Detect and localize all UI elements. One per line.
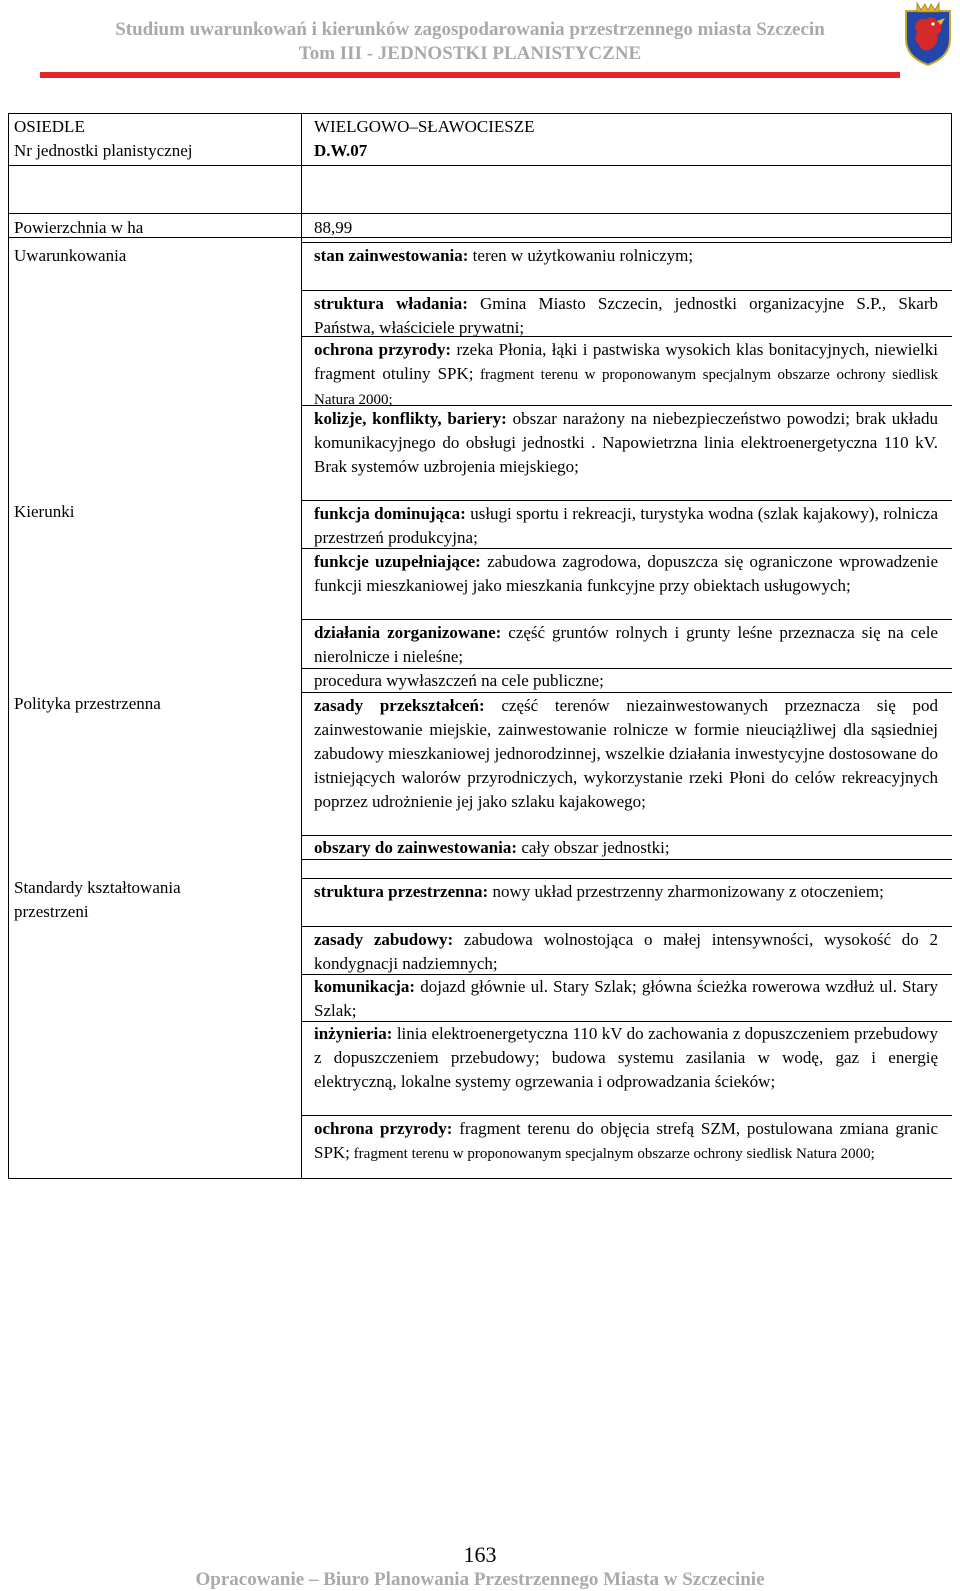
section-separator xyxy=(302,290,952,291)
table-row-divider xyxy=(8,237,952,238)
area-value: 88,99 xyxy=(314,218,353,237)
polityka-label: Polityka przestrzenna xyxy=(14,694,161,713)
section-separator xyxy=(302,926,952,927)
uw-ochrona: ochrona przyrody: rzeka Płonia, łąki i pastwiska wysokich klas bonitacyjnych, niewielki fragment otuliny SPK; fragment terenu w proponowanym specjalnym obszarze ochrony siedlisk Natura 2000; xyxy=(314,340,938,408)
page-header xyxy=(0,0,960,80)
uwarunkowania-label: Uwarunkowania xyxy=(14,246,127,265)
page-number: 163 xyxy=(463,1542,497,1567)
unit-number-value: D.W.07 xyxy=(314,141,368,160)
table-border-left xyxy=(8,113,9,1179)
szczecin-coat-of-arms-icon xyxy=(903,1,953,67)
table-border-top xyxy=(8,113,952,114)
ki-procedura: procedura wywłaszczeń na cele publiczne; xyxy=(314,671,604,690)
st-ochrona: ochrona przyrody: fragment terenu do objęcia strefą SZM, postulowana zmiana granic SPK; fragment terenu w proponowanym specjalnym obszarze ochrony siedlisk Natura 2000; xyxy=(314,1119,938,1162)
po-obszary: obszary do zainwestowania: cały obszar jednostki; xyxy=(314,838,670,857)
table-border-bottom xyxy=(8,1178,301,1179)
ki-dzialania: działania zorganizowane: część gruntów rolnych i grunty leśne przeznacza się na cele nierolnicze i nieleśne; xyxy=(314,623,938,666)
kierunki-label: Kierunki xyxy=(14,502,75,521)
section-separator xyxy=(302,500,952,501)
standardy-label: Standardy kształtowania przestrzeni xyxy=(14,878,181,921)
table-column-divider xyxy=(301,113,302,1179)
table-row-divider xyxy=(8,165,952,166)
header-title: Studium uwarunkowań i kierunków zagospodarowania przestrzennego miasta Szczecin xyxy=(115,19,825,40)
footer-organization: Opracowanie – Biuro Planowania Przestrzennego Miasta w Szczecinie xyxy=(195,1569,765,1590)
st-zabudowy: zasady zabudowy: zabudowa wolnostojąca o małej intensywności, wysokość do 2 kondygnacji nadziemnych; xyxy=(314,930,938,973)
uw-struktura: struktura władania: Gmina Miasto Szczecin, jednostki organizacyjne S.P., Skarb Państwa, właściciele prywatni; xyxy=(314,294,938,337)
table-row-divider xyxy=(8,213,952,214)
st-komunikacja: komunikacja: dojazd głównie ul. Stary Szlak; główna ścieżka rowerowa wzdłuż ul. Stary Szlak; xyxy=(314,977,938,1020)
st-struktura: struktura przestrzenna: nowy układ przestrzenny zharmonizowany z otoczeniem; xyxy=(314,882,884,901)
header-rule xyxy=(40,72,900,78)
ki-funkcje-uzupelniajace: funkcje uzupełniające: zabudowa zagrodowa, dopuszcza się ograniczone wprowadzenie funkcji mieszkaniowej jako mieszkania funkcyjne przy obiektach usługowych; xyxy=(314,552,938,595)
ki-funkcja-dominujaca: funkcja dominująca: usługi sportu i rekreacji, turystyka wodna (szlak kajakowy), rolnicza przestrzeń produkcyjna; xyxy=(314,504,938,547)
unit-number-label: Nr jednostki planistycznej xyxy=(14,141,193,160)
st-inzynieria: inżynieria: linia elektroenergetyczna 110 kV do zachowania z dopuszczeniem przebudowy z dopuszczeniem przebudowy; budowa systemu zasilania w wodę, gaz i energię elektryczną, lokalne systemy ogrzewania i odprowadzania ścieków; xyxy=(314,1024,938,1091)
osiedle-label: OSIEDLE xyxy=(14,117,85,136)
section-separator xyxy=(302,242,952,243)
section-separator xyxy=(302,878,952,879)
section-separator xyxy=(302,1115,952,1116)
header-volume: Tom III - JEDNOSTKI PLANISTYCZNE xyxy=(298,43,642,64)
area-label: Powierzchnia w ha xyxy=(14,218,144,237)
osiedle-value: WIELGOWO–SŁAWOCIESZE xyxy=(314,117,535,136)
uw-kolizje: kolizje, konflikty, bariery: obszar narażony na niebezpieczeństwo powodzi; brak układu komunikacyjnego do obsługi jednostki . Napowietrzna linia elektroenergetyczna 110 kV. Brak systemów uzbrojenia miejskiego; xyxy=(314,409,938,476)
po-zasady: zasady przekształceń: część terenów niezainwestowanych przeznacza się pod zainwestowanie miejskie, zainwestowanie rolnicze w formie nieuciążliwej dla sąsiedniej zabudowy mieszkaniowej jednorodzinnej, wszelkie działania inwestycyjne dostosowane do istniejących walorów przyrodniczych, wykorzystanie rzeki Płoni do celów rekreacyjnych poprzez udrożnienie jej jako szlaku kajakowego; xyxy=(314,696,938,811)
uw-stan: stan zainwestowania: teren w użytkowaniu rolniczym; xyxy=(314,246,694,265)
table-border-right xyxy=(951,113,952,242)
section-separator xyxy=(302,619,952,620)
